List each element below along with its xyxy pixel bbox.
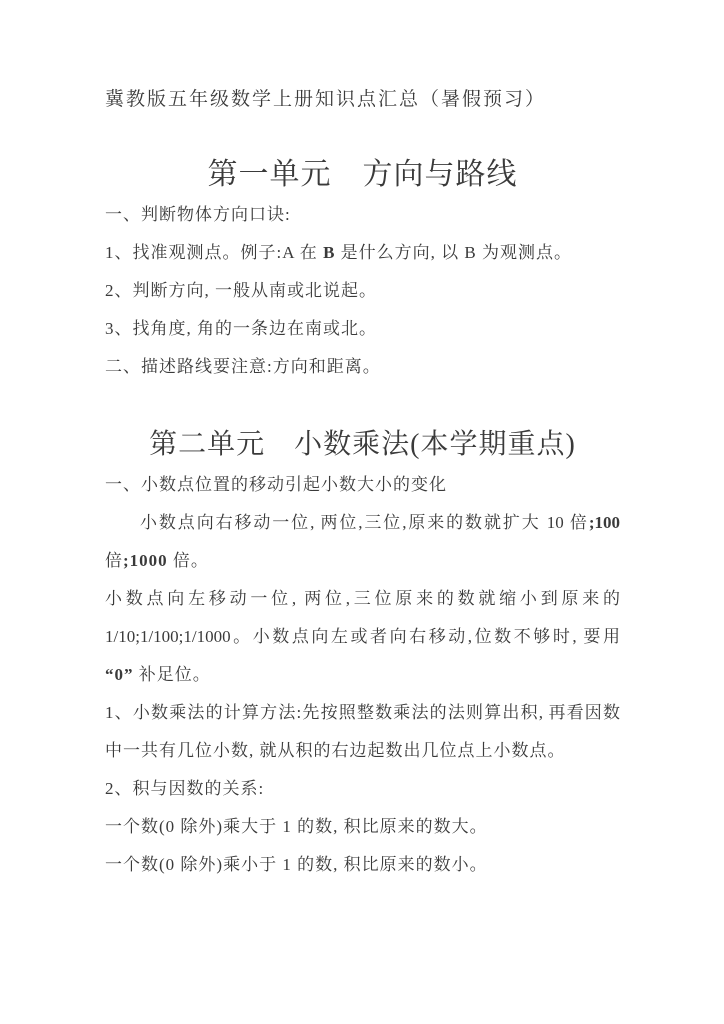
text-run: 倍。	[167, 551, 209, 570]
text-line	[105, 855, 620, 875]
section-heading: 第二单元 小数乘法(本学期重点)	[149, 429, 576, 460]
text-run: 一个数(0 除外)乘大于 1 的数, 积比原来的数大。	[105, 817, 488, 836]
text-run: 一、小数点位置的移动引起小数大小的变化	[105, 475, 447, 494]
text-line	[105, 817, 620, 837]
text-run: 中一共有几位小数, 就从积的右边起数出几位点上小数点。	[105, 741, 566, 760]
text-run: B	[323, 243, 336, 262]
text-run: 2、积与因数的关系:	[105, 779, 265, 798]
text-line	[105, 741, 620, 761]
document-title: 冀教版五年级数学上册知识点汇总（暑假预习）	[105, 89, 547, 110]
text-run: 1、小数乘法的计算方法:先按照整数乘法的法则算出积, 再看因数	[105, 703, 620, 722]
section-heading: 第一单元 方向与路线	[207, 158, 518, 191]
text-run: 一个数(0 除外)乘小于 1 的数, 积比原来的数小。	[105, 855, 488, 874]
text-line	[105, 703, 620, 723]
text-run: 1/10;1/100;1/1000。小数点向左或者向右移动,位数不够时, 要用	[105, 627, 620, 646]
text-run: 倍	[105, 551, 123, 570]
text-line	[105, 475, 620, 495]
text-run: “0”	[105, 665, 134, 684]
text-run: 补足位。	[133, 665, 211, 684]
text-run: 小数点向左移动一位, 两位,三位原来的数就缩小到原来的	[105, 589, 620, 608]
section-1	[105, 158, 620, 377]
text-run: ;1000	[123, 551, 168, 570]
text-line	[105, 551, 620, 571]
text-line	[105, 779, 620, 799]
text-run: 2、判断方向, 一般从南或北说起。	[105, 281, 377, 300]
text-line	[105, 513, 620, 533]
text-run: ;100	[588, 513, 620, 532]
text-run: 3、找角度, 角的一条边在南或北。	[105, 319, 377, 338]
text-line	[105, 665, 620, 685]
text-line	[105, 589, 620, 609]
text-run: 1、找准观测点。例子:A 在	[105, 243, 324, 262]
text-line	[105, 357, 620, 377]
document-body	[105, 158, 620, 875]
section-2	[105, 428, 620, 875]
text-run: 是什么方向, 以 B 为观测点。	[335, 243, 572, 262]
text-line	[105, 319, 620, 339]
text-line	[105, 627, 620, 647]
text-line	[105, 243, 620, 263]
text-line	[105, 281, 620, 301]
text-run: 一、判断物体方向口诀:	[105, 205, 291, 224]
text-line	[105, 205, 620, 225]
text-run: 小数点向右移动一位, 两位,三位,原来的数就扩大 10 倍	[140, 513, 589, 532]
text-run: 二、描述路线要注意:方向和距离。	[105, 357, 381, 376]
